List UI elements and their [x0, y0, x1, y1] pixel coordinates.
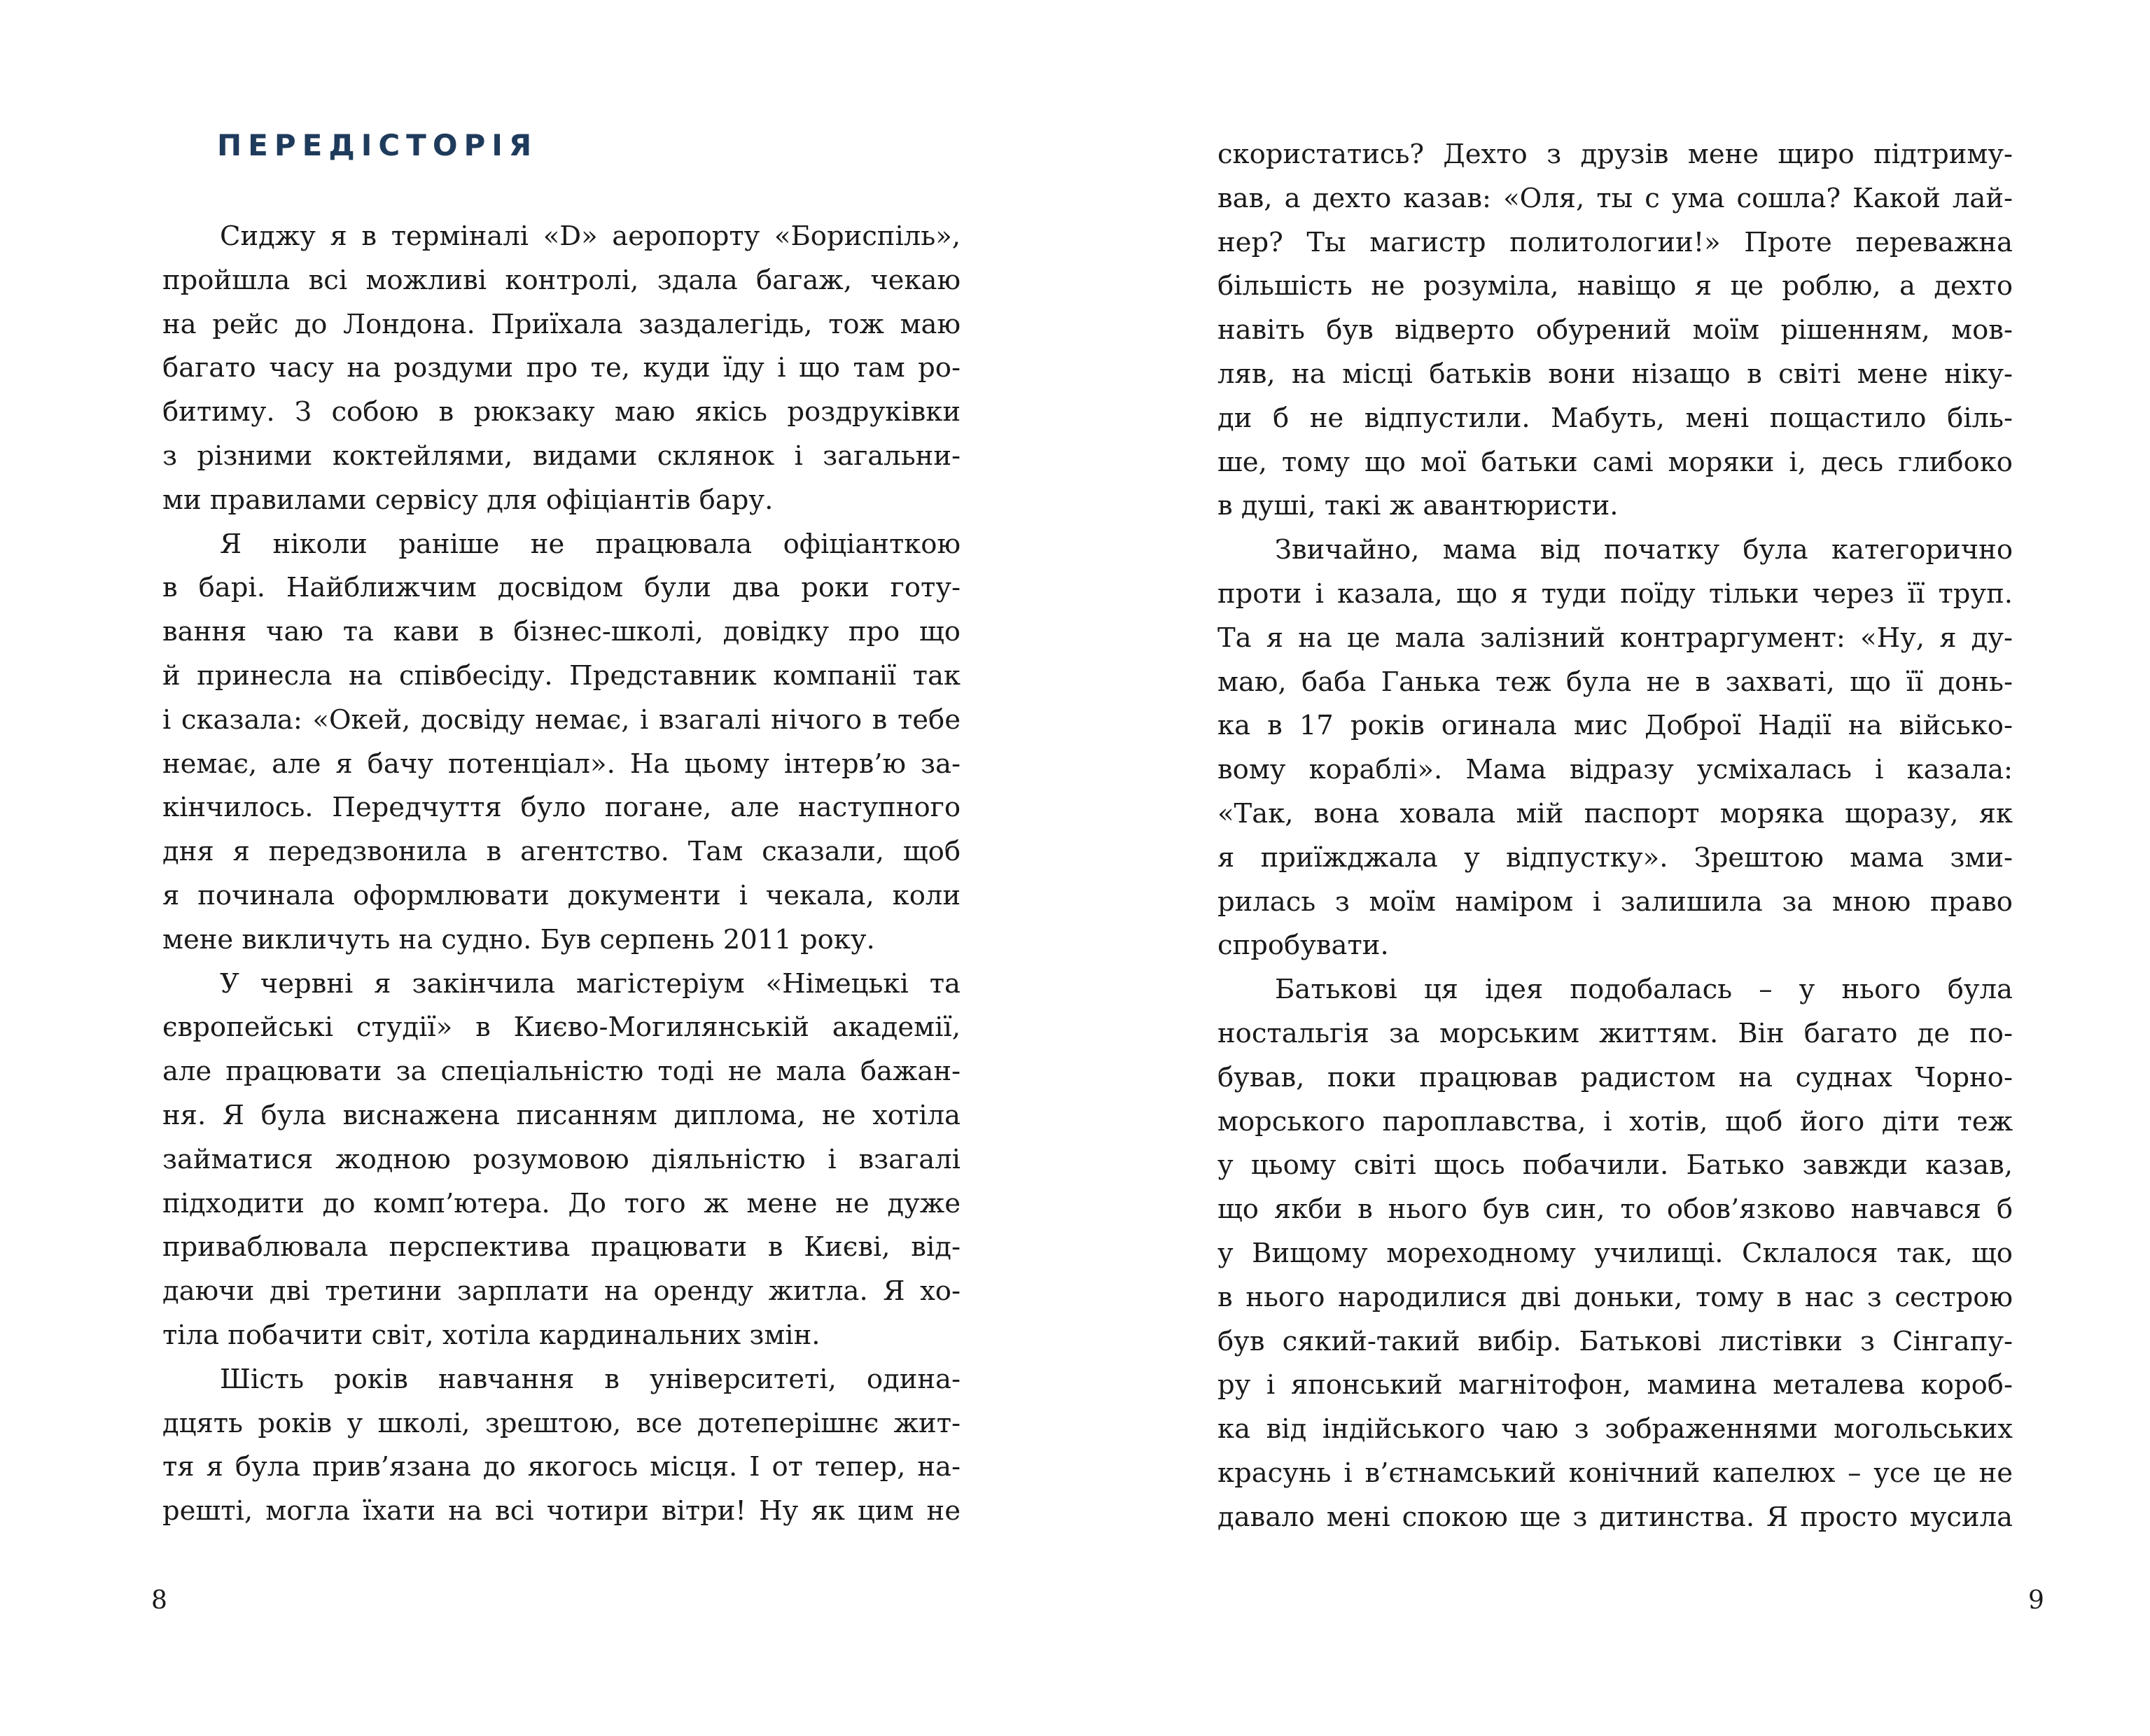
- text-line: ностальгія за морським життям. Він багато де по-: [1217, 1017, 2013, 1049]
- text-line: ше, тому що мої батьки самі моряки і, десь глибоко: [1217, 446, 2013, 478]
- text-line: багато часу на роздуми про те, куди їду і що там ро-: [162, 352, 961, 384]
- text-line: дцять років у школі, зрештою, все дотеперішнє жит-: [162, 1407, 961, 1439]
- chapter-title: ПЕРЕДІСТОРІЯ: [217, 128, 538, 162]
- text-line: підходити до комп’ютера. До того ж мене не дуже: [162, 1187, 961, 1219]
- text-line: ми правилами сервісу для офіціантів бару.: [162, 484, 774, 516]
- text-line: спробувати.: [1217, 930, 1389, 962]
- text-line: в нього народилися дві доньки, тому в нас з сестрою: [1217, 1281, 2013, 1313]
- text-line: займатися жодною розумовою діяльністю і взагалі: [162, 1143, 961, 1175]
- text-line: я починала оформлювати документи і чекала, коли: [162, 879, 961, 911]
- text-line: й принесла на співбесіду. Представник компанії так: [162, 659, 961, 692]
- right-page: [1075, 0, 2150, 1736]
- text-line: проти і казала, що я туди поїду тільки через її труп.: [1217, 578, 2013, 610]
- text-line: тіла побачити світ, хотіла кардинальних змін.: [162, 1319, 821, 1351]
- text-line: маю, баба Ганька теж була не в захваті, що її донь-: [1217, 666, 2013, 698]
- text-line: битиму. З собою в рюкзаку маю якісь роздруківки: [162, 396, 961, 428]
- text-line: вав, а дехто казав: «Оля, ты с ума сошла? Какой лай-: [1217, 182, 2013, 214]
- text-line: але працювати за спеціальністю тоді не мала бажан-: [162, 1056, 961, 1088]
- text-line: був сякий-такий вибір. Батькові листівки з Сінгапу-: [1217, 1325, 2013, 1357]
- left-page-body: [162, 215, 961, 1534]
- text-line: решті, могла їхати на всі чотири вітри! Ну як цим не: [162, 1495, 961, 1527]
- text-line: бував, поки працював радистом на суднах Чорно-: [1217, 1061, 2013, 1093]
- text-line: Та я на це мала залізний контраргумент: «Ну, я ду-: [1217, 622, 2013, 654]
- text-line: тя я була прив’язана до якогось місця. І от тепер, на-: [162, 1451, 961, 1483]
- text-line: нер? Ты магистр политологии!» Проте переважна: [1217, 226, 2013, 258]
- text-line: немає, але я бачу потенціал». На цьому інтерв’ю за-: [162, 748, 961, 780]
- text-line: У червні я закінчила магістеріум «Німецькі та: [220, 967, 961, 1000]
- text-line: ка в 17 років огинала мис Доброї Надії на військо-: [1217, 710, 2013, 742]
- text-line: ру і японський магнітофон, мамина металева короб-: [1217, 1369, 2013, 1401]
- text-line: вання чаю та кави в бізнес-школі, довідку про що: [162, 616, 961, 648]
- text-line: ка від індійського чаю з зображеннями могольських: [1217, 1413, 2013, 1446]
- text-line: кінчилось. Передчуття було погане, але наступного: [162, 792, 961, 824]
- page-number-left: 8: [151, 1586, 167, 1615]
- text-line: Я ніколи раніше не працювала офіціанткою: [220, 528, 961, 560]
- text-line: в душі, такі ж авантюристи.: [1217, 490, 1619, 522]
- text-line: ня. Я була виснажена писанням диплома, не хотіла: [162, 1099, 961, 1131]
- text-line: вому кораблі». Мама відразу усміхалась і казала:: [1217, 754, 2013, 786]
- text-line: Батькові ця ідея подобалась – у нього була: [1275, 974, 2013, 1006]
- text-line: на рейс до Лондона. Приїхала заздалегідь, тож маю: [162, 308, 961, 340]
- right-page-body: [1217, 133, 2013, 1540]
- text-line: скористатись? Дехто з друзів мене щиро підтриму-: [1217, 139, 2013, 170]
- text-line: в барі. Найближчим досвідом були два роки готу-: [162, 572, 961, 604]
- text-line: Звичайно, мама від початку була категорично: [1275, 534, 2013, 566]
- text-line: європейські студії» в Києво-Могилянській академії,: [162, 1011, 961, 1044]
- text-line: з різними коктейлями, видами склянок і загальни-: [162, 440, 961, 472]
- text-line: більшість не розуміла, навіщо я це роблю, а дехто: [1217, 270, 2013, 302]
- text-line: Шість років навчання в університеті, одина-: [220, 1363, 961, 1395]
- text-line: ляв, на місці батьків вони нізащо в світі мене ніку-: [1217, 358, 2013, 390]
- text-line: навіть був відверто обурений моїм рішенням, мов-: [1217, 314, 2013, 346]
- text-line: морського пароплавства, і хотів, щоб його діти теж: [1217, 1105, 2013, 1138]
- text-line: красунь і в’єтнамський конічний капелюх – усе це не: [1217, 1457, 2013, 1489]
- text-line: рилась з моїм наміром і залишила за мною право: [1217, 886, 2013, 918]
- text-line: «Так, вона ховала мій паспорт моряка щоразу, як: [1217, 797, 2013, 830]
- text-line: у цьому світі щось побачили. Батько завжди казав,: [1217, 1149, 2013, 1182]
- text-line: у Вищому мореходному училищі. Склалося так, що: [1217, 1237, 2013, 1269]
- text-line: приваблювала перспектива працювати в Києві, від-: [162, 1231, 961, 1264]
- text-line: я приїжджала у відпустку». Зрештою мама зми-: [1217, 841, 2013, 874]
- page-number-right: 9: [2028, 1586, 2044, 1615]
- text-line: мене викличуть на судно. Був серпень 2011 року.: [162, 923, 875, 955]
- text-line: і сказала: «Окей, досвіду немає, і взагалі нічого в тебе: [162, 704, 961, 736]
- text-line: дня я передзвонила в агентство. Там сказали, щоб: [162, 836, 961, 868]
- text-line: Сиджу я в терміналі «D» аеропорту «Бориспіль»,: [220, 220, 961, 252]
- text-line: давало мені спокою ще з дитинства. Я просто мусила: [1217, 1501, 2013, 1533]
- text-line: пройшла всі можливі контролі, здала багаж, чекаю: [162, 264, 961, 296]
- text-line: ди б не відпустили. Мабуть, мені пощастило біль-: [1217, 402, 2013, 434]
- text-line: що якби в нього був син, то обов’язково навчався б: [1217, 1194, 2013, 1226]
- text-line: даючи дві третини зарплати на оренду житла. Я хо-: [162, 1275, 961, 1308]
